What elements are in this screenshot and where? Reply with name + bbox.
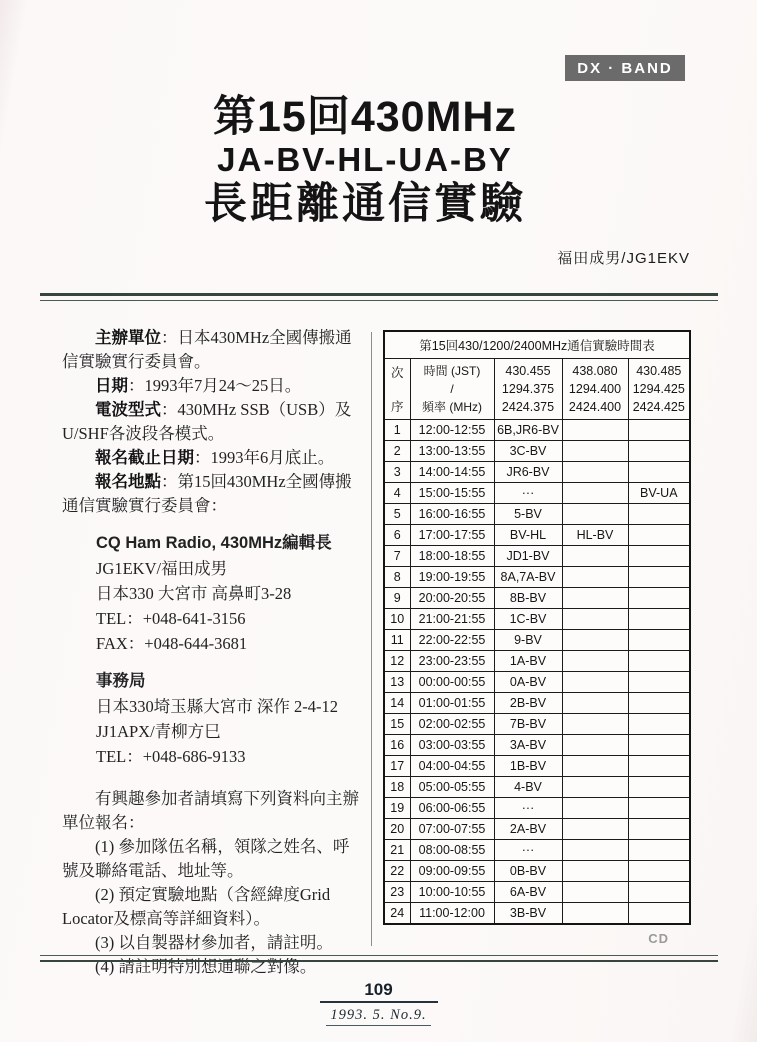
table-title-row: [384, 331, 690, 359]
cell-band-3: [628, 546, 690, 567]
page-number: 109: [364, 980, 393, 999]
cell-band-3: [628, 609, 690, 630]
info-paragraph: [62, 446, 362, 470]
table-title: 第15回430/1200/2400MHz通信實驗時間表: [384, 331, 690, 359]
cell-no: 18: [384, 777, 410, 798]
cell-band-3: [628, 693, 690, 714]
header-seq: [384, 359, 410, 420]
cell-time: 19:00-19:55: [410, 567, 494, 588]
cell-band-3: [628, 777, 690, 798]
cell-time: 02:00-02:55: [410, 714, 494, 735]
freq-value: 438.080: [572, 364, 618, 378]
cell-band-2: [562, 462, 628, 483]
contact-office-title: 事務局: [96, 672, 146, 690]
cell-time: 18:00-18:55: [410, 546, 494, 567]
cell-no: 19: [384, 798, 410, 819]
contact-editor: [96, 531, 362, 656]
cell-time: 14:00-14:55: [410, 462, 494, 483]
table-row: [384, 672, 690, 693]
table-row: [384, 651, 690, 672]
cell-band-2: [562, 756, 628, 777]
cell-band-1: ···: [494, 798, 562, 819]
contact-line: TEL：+048-641-3156: [96, 609, 246, 628]
cell-band-3: [628, 756, 690, 777]
cell-band-1: 1B-BV: [494, 756, 562, 777]
cell-band-2: [562, 483, 628, 504]
info-label: 電波型式: [95, 400, 161, 419]
cell-no: 12: [384, 651, 410, 672]
apply-item: (4) 請註明特別想通聯之對像。: [95, 957, 317, 976]
info-label: 日期: [95, 376, 128, 395]
cell-band-3: [628, 588, 690, 609]
cell-band-3: [628, 462, 690, 483]
footer-rule: [320, 1001, 438, 1003]
cell-no: 13: [384, 672, 410, 693]
header-freq-col-2: [562, 359, 628, 420]
cell-no: 7: [384, 546, 410, 567]
cell-no: 6: [384, 525, 410, 546]
page-footer: [0, 980, 757, 1026]
table-header-row: [384, 359, 690, 420]
table-row: [384, 714, 690, 735]
header-time-freq: [410, 359, 494, 420]
cell-no: 17: [384, 756, 410, 777]
title-line-1: 第15回430MHz: [213, 93, 517, 141]
cell-time: 01:00-01:55: [410, 693, 494, 714]
info-label: 報名截止日期: [95, 448, 194, 467]
cell-band-2: [562, 693, 628, 714]
cell-no: 1: [384, 420, 410, 441]
cell-band-1: 8A,7A-BV: [494, 567, 562, 588]
table-row: [384, 798, 690, 819]
cell-band-1: 5-BV: [494, 504, 562, 525]
cell-time: 20:00-20:55: [410, 588, 494, 609]
freq-value: 1294.375: [501, 382, 555, 396]
cell-no: 10: [384, 609, 410, 630]
contact-line: 日本330埼玉縣大宮市 深作 2-4-12: [96, 697, 338, 716]
info-label: 主辦單位: [95, 328, 161, 347]
header-divider-rule: [40, 293, 718, 301]
cell-band-2: [562, 567, 628, 588]
schedule-table: [383, 330, 691, 925]
cell-time: 04:00-04:55: [410, 756, 494, 777]
cell-band-1: 1C-BV: [494, 609, 562, 630]
cell-time: 03:00-03:55: [410, 735, 494, 756]
contact-editor-title: CQ Ham Radio, 430MHz編輯長: [96, 534, 332, 552]
info-paragraphs: [62, 326, 362, 518]
issue-label: 1993. 5. No.9.: [326, 1004, 430, 1026]
cell-band-2: [562, 651, 628, 672]
schedule-table-wrap: [383, 330, 691, 946]
contact-line: JG1EKV/福田成男: [96, 559, 228, 578]
header-freq-col-3: [628, 359, 690, 420]
freq-value: 430.455: [505, 364, 551, 378]
table-row: [384, 630, 690, 651]
cell-band-1: 8B-BV: [494, 588, 562, 609]
cell-band-2: [562, 903, 628, 925]
info-paragraph: [62, 326, 362, 374]
cell-no: 15: [384, 714, 410, 735]
cell-band-2: [562, 882, 628, 903]
cell-band-2: [562, 819, 628, 840]
cell-no: 16: [384, 735, 410, 756]
cell-band-3: [628, 735, 690, 756]
cell-time: 00:00-00:55: [410, 672, 494, 693]
cell-band-1: 3C-BV: [494, 441, 562, 462]
cell-band-2: [562, 441, 628, 462]
table-row: [384, 525, 690, 546]
cell-time: 05:00-05:55: [410, 777, 494, 798]
cell-band-3: [628, 798, 690, 819]
cell-band-3: [628, 441, 690, 462]
cell-no: 3: [384, 462, 410, 483]
cell-no: 22: [384, 861, 410, 882]
table-row: [384, 483, 690, 504]
article-body: [62, 326, 362, 979]
cell-band-2: [562, 588, 628, 609]
cell-band-3: [628, 882, 690, 903]
title-line-3: 長距離通信實驗: [204, 180, 526, 228]
cell-band-2: [562, 609, 628, 630]
apply-intro: 有興趣參加者請填寫下列資料向主辦單位報名：: [62, 789, 359, 832]
cell-band-2: [562, 714, 628, 735]
contact-office: [96, 669, 362, 769]
cell-band-1: 3B-BV: [494, 903, 562, 925]
cell-band-2: [562, 861, 628, 882]
contact-line: JJ1APX/青柳方巳: [96, 722, 221, 741]
cell-band-1: ···: [494, 840, 562, 861]
time-label: 時間 (JST): [423, 364, 481, 378]
cell-band-1: ···: [494, 483, 562, 504]
cell-time: 13:00-13:55: [410, 441, 494, 462]
info-text: ：日本430MHz全國傳搬通信實驗實行委員會。: [62, 328, 352, 371]
column-divider: [371, 332, 372, 946]
cell-band-3: [628, 840, 690, 861]
freq-value: 2424.400: [568, 400, 622, 414]
cell-band-3: [628, 819, 690, 840]
table-row: [384, 882, 690, 903]
cell-band-1: JD1-BV: [494, 546, 562, 567]
table-row: [384, 546, 690, 567]
freq-value: 430.485: [636, 364, 682, 378]
cell-band-1: 6B,JR6-BV: [494, 420, 562, 441]
cell-time: 07:00-07:55: [410, 819, 494, 840]
freq-value: 2424.425: [632, 400, 685, 414]
cell-no: 11: [384, 630, 410, 651]
cell-no: 5: [384, 504, 410, 525]
end-of-article-mark: CD: [648, 931, 669, 946]
seq-top: 次: [390, 366, 404, 380]
cell-band-3: BV-UA: [628, 483, 690, 504]
table-row: [384, 441, 690, 462]
cell-band-3: [628, 714, 690, 735]
cell-time: 11:00-12:00: [410, 903, 494, 925]
cell-band-3: [628, 504, 690, 525]
cell-band-1: 4-BV: [494, 777, 562, 798]
table-row: [384, 777, 690, 798]
info-paragraph: [62, 374, 362, 398]
author-byline: 福田成男/JG1EKV: [557, 250, 690, 267]
cell-band-1: 3A-BV: [494, 735, 562, 756]
cell-band-1: 2B-BV: [494, 693, 562, 714]
cell-band-2: [562, 735, 628, 756]
table-row: [384, 819, 690, 840]
info-text: ：第15回430MHz全國傳搬通信實驗實行委員會：: [62, 472, 352, 515]
cell-band-3: [628, 420, 690, 441]
table-row: [384, 462, 690, 483]
cell-time: 10:00-10:55: [410, 882, 494, 903]
cell-band-2: [562, 420, 628, 441]
table-row: [384, 693, 690, 714]
info-paragraph: [62, 398, 362, 446]
cell-no: 2: [384, 441, 410, 462]
cell-band-2: [562, 504, 628, 525]
info-paragraph: [62, 470, 362, 518]
cell-band-2: [562, 777, 628, 798]
apply-section: [62, 787, 362, 979]
cell-no: 24: [384, 903, 410, 925]
freq-value: 1294.425: [632, 382, 685, 396]
schedule-rows: [384, 420, 690, 925]
table-row: [384, 861, 690, 882]
apply-item: (2) 預定實驗地點（含經緯度Grid Locator及標高等詳細資料）。: [62, 885, 331, 928]
table-row: [384, 756, 690, 777]
cell-time: 08:00-08:55: [410, 840, 494, 861]
table-row: [384, 420, 690, 441]
cell-band-3: [628, 651, 690, 672]
cell-band-1: 0A-BV: [494, 672, 562, 693]
footer-divider-rule: [40, 955, 718, 962]
cell-band-2: [562, 798, 628, 819]
cell-time: 16:00-16:55: [410, 504, 494, 525]
cell-time: 17:00-17:55: [410, 525, 494, 546]
info-text: ：430MHz SSB（USB）及U/SHF各波段各模式。: [62, 400, 352, 443]
freq-label: 頻率 (MHz): [422, 400, 482, 414]
info-text: ：1993年7月24～25日。: [128, 376, 302, 395]
cell-band-1: BV-HL: [494, 525, 562, 546]
table-row: [384, 903, 690, 925]
cell-time: 15:00-15:55: [410, 483, 494, 504]
contact-office-lines: [96, 694, 362, 769]
cell-band-1: 9-BV: [494, 630, 562, 651]
cell-time: 12:00-12:55: [410, 420, 494, 441]
cell-no: 21: [384, 840, 410, 861]
cell-time: 22:00-22:55: [410, 630, 494, 651]
cell-no: 8: [384, 567, 410, 588]
cell-band-2: [562, 546, 628, 567]
cell-no: 4: [384, 483, 410, 504]
contact-editor-lines: [96, 556, 362, 656]
cell-no: 14: [384, 693, 410, 714]
cell-band-1: JR6-BV: [494, 462, 562, 483]
cell-time: 06:00-06:55: [410, 798, 494, 819]
cell-band-2: [562, 840, 628, 861]
cell-band-1: 0B-BV: [494, 861, 562, 882]
cell-band-1: 2A-BV: [494, 819, 562, 840]
cell-band-2: [562, 672, 628, 693]
contact-line: 日本330 大宮市 高鼻町3-28: [96, 584, 292, 603]
cell-time: 21:00-21:55: [410, 609, 494, 630]
cell-band-3: [628, 672, 690, 693]
table-row: [384, 567, 690, 588]
info-text: ：1993年6月底止。: [194, 448, 335, 467]
cell-band-3: [628, 630, 690, 651]
seq-bottom: 序: [390, 400, 404, 414]
table-row: [384, 588, 690, 609]
contact-line: TEL：+048-686-9133: [96, 747, 246, 766]
apply-item: (1) 參加隊伍名稱，領隊之姓名、呼號及聯絡電話、地址等。: [62, 837, 350, 880]
cell-band-3: [628, 903, 690, 925]
cell-band-3: [628, 861, 690, 882]
article-title: [0, 92, 730, 230]
cell-band-2: [562, 630, 628, 651]
freq-value: 2424.375: [501, 400, 555, 414]
contact-line: FAX：+048-644-3681: [96, 634, 248, 653]
header-freq-col-1: [494, 359, 562, 420]
cell-time: 09:00-09:55: [410, 861, 494, 882]
freq-value: 1294.400: [568, 382, 622, 396]
apply-item: (3) 以自製器材參加者，請註明。: [95, 933, 333, 952]
cell-band-2: HL-BV: [562, 525, 628, 546]
table-row: [384, 504, 690, 525]
table-row: [384, 735, 690, 756]
table-row: [384, 840, 690, 861]
cell-band-3: [628, 567, 690, 588]
cell-band-1: 1A-BV: [494, 651, 562, 672]
cell-band-1: 6A-BV: [494, 882, 562, 903]
info-label: 報名地點: [95, 472, 161, 491]
cell-band-3: [628, 525, 690, 546]
slash: /: [450, 382, 454, 396]
section-badge: DX · BAND: [565, 55, 685, 81]
cell-no: 9: [384, 588, 410, 609]
table-row: [384, 609, 690, 630]
title-line-2: JA-BV-HL-UA-BY: [217, 141, 513, 178]
cell-no: 20: [384, 819, 410, 840]
cell-time: 23:00-23:55: [410, 651, 494, 672]
cell-band-1: 7B-BV: [494, 714, 562, 735]
cell-no: 23: [384, 882, 410, 903]
